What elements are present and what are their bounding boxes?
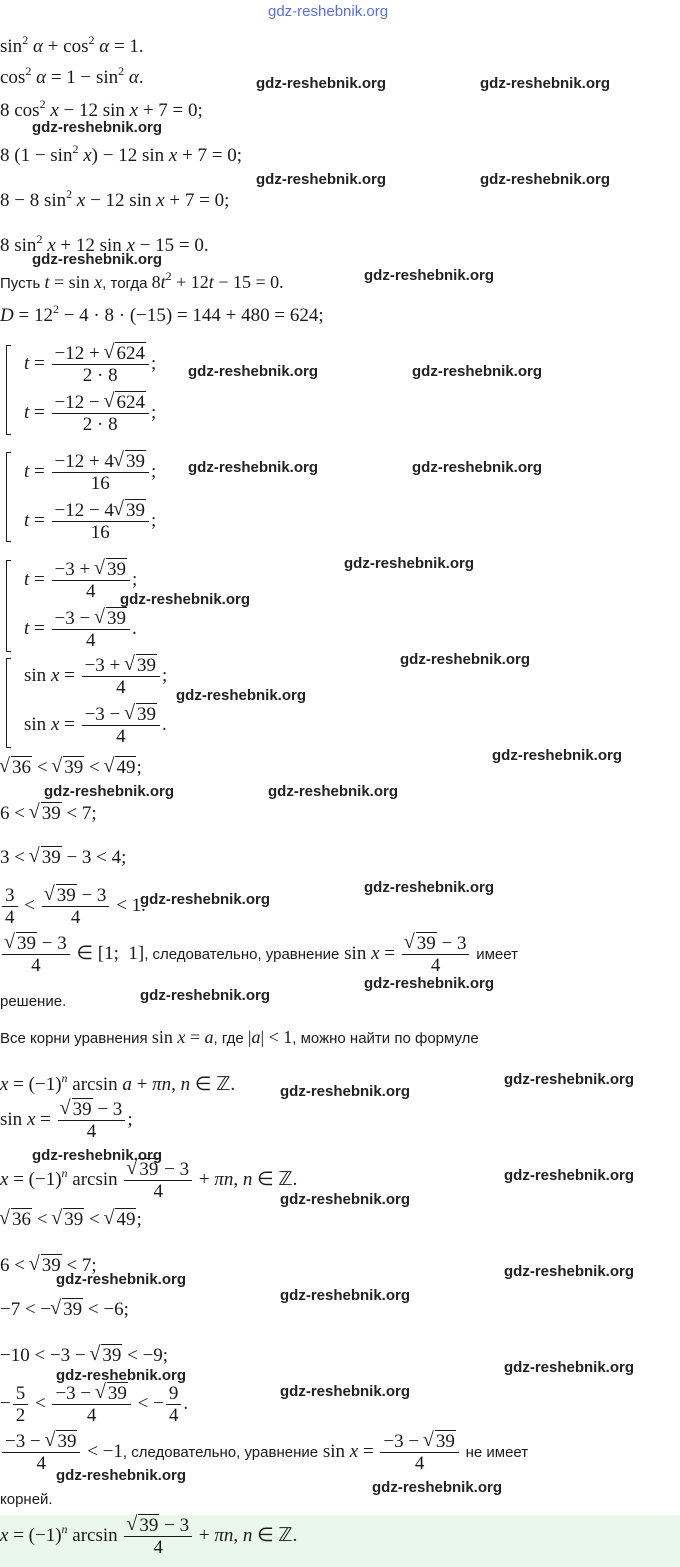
watermark: gdz-reshebnik.org [480,75,611,92]
watermark: gdz-reshebnik.org [280,1287,411,1304]
watermark: gdz-reshebnik.org [364,975,495,992]
watermark: gdz-reshebnik.org [32,1147,163,1164]
estimate-line: − $\frac{5}{2}$ < $\frac{-3 - √ 39}{4}$ < − $\frac{9}{4}$ . [0,1384,188,1425]
watermark: gdz-reshebnik.org [504,1167,635,1184]
text-conseq1: , следовательно, уравнение [144,945,340,963]
substitute-line: 8 $(1 - \sin^2 x) - 12$ sin x + 7 = 0; [0,142,243,166]
bracket [6,560,11,652]
watermark: gdz-reshebnik.org [56,1467,187,1484]
watermark: gdz-reshebnik.org [188,363,319,380]
membership-line: √ $\frac{39 - 3}{4}$ ∈ [1; 1], следовательно, уравнение sin x = √ $\frac{39 - 3}{4}$ имеет [0,934,518,975]
text-allroots-a: Все корни уравнения [0,1030,148,1047]
root-t1-final: t = $\frac{-3 + √ 39}{4}$ ; [24,560,137,601]
watermark: gdz-reshebnik.org [504,1071,635,1088]
watermark: gdz-reshebnik.org [268,3,389,20]
text-then: , тогда [102,275,148,292]
quadratic-line: 8 $\sin^2 x + 12$ sin x − 15 = 0. [0,232,209,256]
estimate-line: 6 < √ 39 < 7; [0,1256,97,1275]
estimate-line: −7 < −√ 39 < −6; [0,1300,129,1319]
watermark: gdz-reshebnik.org [32,119,163,136]
watermark: gdz-reshebnik.org [492,747,623,764]
watermark: gdz-reshebnik.org [268,783,399,800]
estimate-line: √ 36 < √ 39 < √ 49; [0,1210,142,1229]
watermark: gdz-reshebnik.org [400,651,531,668]
text-let: Пусть [0,275,41,292]
watermark: gdz-reshebnik.org [364,879,495,896]
estimate-line: √ 36 < √ 39 < √ 49; [0,758,142,777]
watermark: gdz-reshebnik.org [176,687,307,704]
text-allroots-b: , где [213,1030,244,1047]
watermark: gdz-reshebnik.org [480,171,611,188]
watermark: gdz-reshebnik.org [56,1271,187,1288]
bracket [6,658,11,748]
no-root-line: $\frac{-3 - √ 39}{4}$ < −1, следовательно, уравнение sin x = $\frac{-3 - √ 39}{4}$ не имеет [0,1432,528,1473]
root-t1: t = $\frac{-12 + √ 624}{2 \cdot 8}$ ; [24,344,156,385]
expand-line: 8 − 8 $\sin^2 x - 12$ sin x + 7 = 0; [0,187,230,211]
sin-positive-root: sin x = √ $\frac{39 - 3}{4}$ ; [0,1100,133,1141]
general-formula: $x = (-1)^n$ arcsin a + πn, n ∈ ℤ. [0,1071,236,1095]
root-t2: t = $\frac{-12 - √ 624}{2 \cdot 8}$ ; [24,393,156,434]
substitution-text: Пусть t = sin x, тогда $8t^2 + 12t - 15 = 0$. [0,269,284,292]
watermark: gdz-reshebnik.org [188,459,319,476]
text-has: имеет [476,945,518,963]
watermark: gdz-reshebnik.org [412,459,543,476]
estimate-line: 3 < √ 39 − 3 < 4; [0,848,126,867]
text-roots: корней. [0,1491,53,1508]
estimate-line: $\frac{3}{4}$ < √ $\frac{39 - 3}{4}$ < 1. [0,886,146,927]
identity-line: $\sin^2 \alpha + \cos^2 \alpha = 1$. [0,33,144,57]
answer-formula: $x = (-1)^n$ arcsin √ $\frac{39 - 3}{4}$ + πn, n ∈ ℤ. [0,1516,297,1557]
watermark: gdz-reshebnik.org [504,1263,635,1280]
watermark: gdz-reshebnik.org [256,75,387,92]
watermark: gdz-reshebnik.org [344,555,475,572]
watermark: gdz-reshebnik.org [32,251,163,268]
sin-root2: sin x = $\frac{-3 - √ 39}{4}$ . [24,705,167,746]
estimate-line: −10 < −3 − √ 39 < −9; [0,1346,168,1365]
watermark: gdz-reshebnik.org [280,1191,411,1208]
watermark: gdz-reshebnik.org [504,1359,635,1376]
watermark: gdz-reshebnik.org [280,1383,411,1400]
text-solution: решение. [0,993,67,1010]
text-allroots-c: , можно найти по формуле [292,1030,479,1047]
estimate-line: 6 < √ 39 < 7; [0,804,97,823]
watermark: gdz-reshebnik.org [56,1367,187,1384]
discriminant-line: $D = 12^2 - 4 \cdot 8 \cdot (-15) = 144 + 480 = 624$; [0,302,324,326]
watermark: gdz-reshebnik.org [140,987,271,1004]
bracket [6,345,11,435]
watermark: gdz-reshebnik.org [44,783,175,800]
watermark: gdz-reshebnik.org [280,1083,411,1100]
bracket [6,452,11,542]
watermark: gdz-reshebnik.org [120,591,251,608]
watermark: gdz-reshebnik.org [372,1479,503,1496]
root-t2-final: t = $\frac{-3 - √ 39}{4}$ . [24,609,137,650]
root-t2-simplified: t = $\frac{-12 - 4√ 39}{16}$ ; [24,501,156,542]
text-conseq2: , следовательно, уравнение [122,1443,319,1461]
equation-line: 8 $\cos^2 x - 12$ sin x + 7 = 0; [0,97,203,121]
root-t1-simplified: t = $\frac{-12 + 4√ 39}{16}$ ; [24,452,156,493]
cos-line: $\cos^2 \alpha = 1 - \sin^2 \alpha$. [0,64,144,88]
text-nothas: не имеет [465,1443,529,1461]
solution-formula: $x = (-1)^n$ arcsin √ $\frac{39 - 3}{4}$ + πn, n ∈ ℤ. [0,1160,297,1201]
watermark: gdz-reshebnik.org [256,171,387,188]
watermark: gdz-reshebnik.org [140,891,271,908]
watermark: gdz-reshebnik.org [412,363,543,380]
formula-intro: Все корни уравнения sin x = a, где |a| < 1, можно найти по формуле [0,1027,479,1047]
sin-root1: sin x = $\frac{-3 + √ 39}{4}$ ; [24,656,167,697]
watermark: gdz-reshebnik.org [364,267,495,284]
